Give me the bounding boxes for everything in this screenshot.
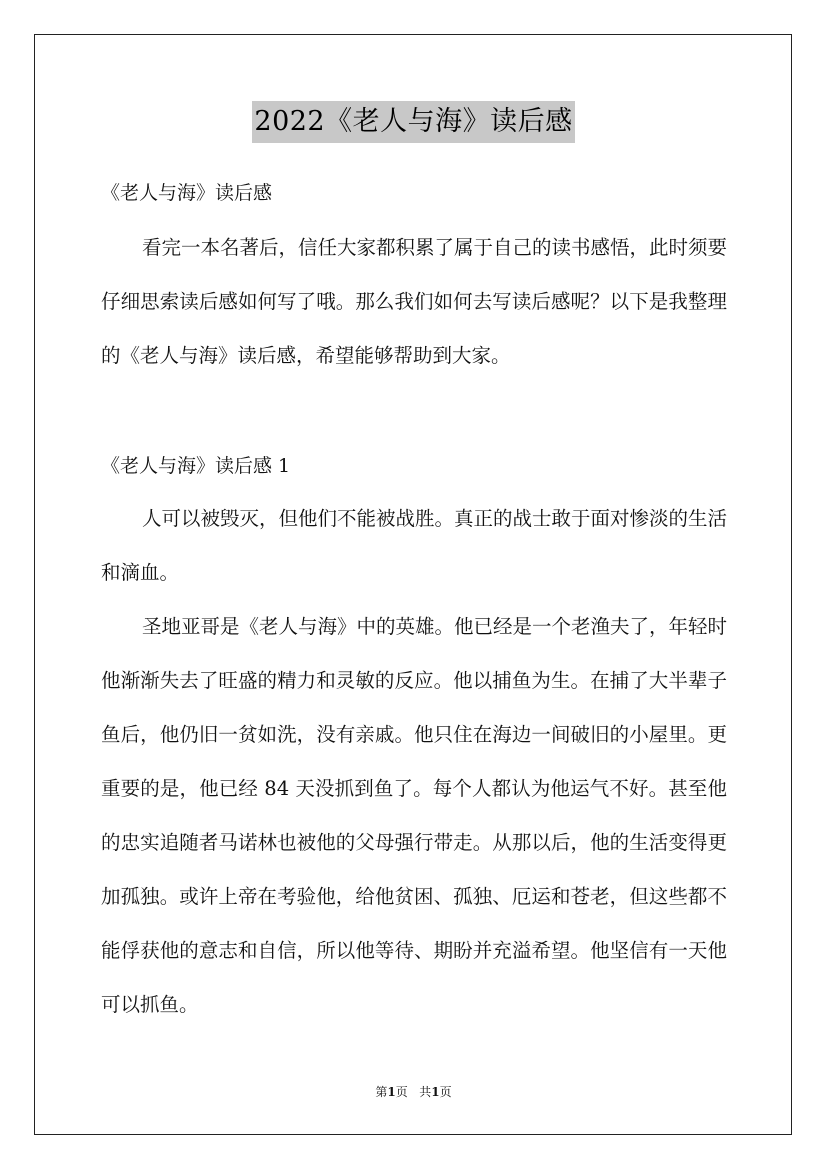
body-paragraph-2: 圣地亚哥是《老人与海》中的英雄。他已经是一个老渔夫了，年轻时他渐渐失去了旺盛的精力和灵敏的反应。他以捕鱼为生。在捕了大半辈子鱼后，他仍旧一贫如洗，没有亲戚。他只住在海边一间破旧的小屋里。更重要的是，他已经 84 天没抓到鱼了。每个人都认为他运气不好。甚至他的忠实追随者马诺林也被他的父母强行带走。从那以后，他的生活变得更加孤独。或许上帝在考验他，给他贫困、孤独、厄运和苍老，但这些都不能俘获他的意志和自信，所以他等待、期盼并充溢希望。他坚信有一天他可以抓鱼。 — [101, 615, 728, 1016]
section-heading: 《老人与海》读后感 1 — [101, 455, 291, 477]
footer-page-suffix: 页 — [395, 1085, 408, 1099]
intro-paragraph: 看完一本名著后，信任大家都积累了属于自己的读书感悟，此时须要仔细思索读后感如何写了哦。那么我们如何去写读后感呢？以下是我整理的《老人与海》读后感，希望能够帮助到大家。 — [101, 236, 728, 367]
page-footer — [0, 1084, 827, 1100]
document-title: 2022《老人与海》读后感 — [252, 101, 574, 143]
document-subtitle: 《老人与海》读后感 — [101, 182, 273, 204]
footer-page-number: 1 — [387, 1085, 396, 1099]
footer-total-suffix: 页 — [439, 1085, 452, 1099]
body-paragraph-1: 人可以被毁灭，但他们不能被战胜。真正的战士敢于面对惨淡的生活和滴血。 — [101, 507, 728, 584]
footer-total-number: 1 — [431, 1085, 440, 1099]
footer-page-prefix: 第 — [375, 1085, 388, 1099]
footer-total-prefix: 共 — [419, 1085, 432, 1099]
title-container — [0, 101, 827, 143]
